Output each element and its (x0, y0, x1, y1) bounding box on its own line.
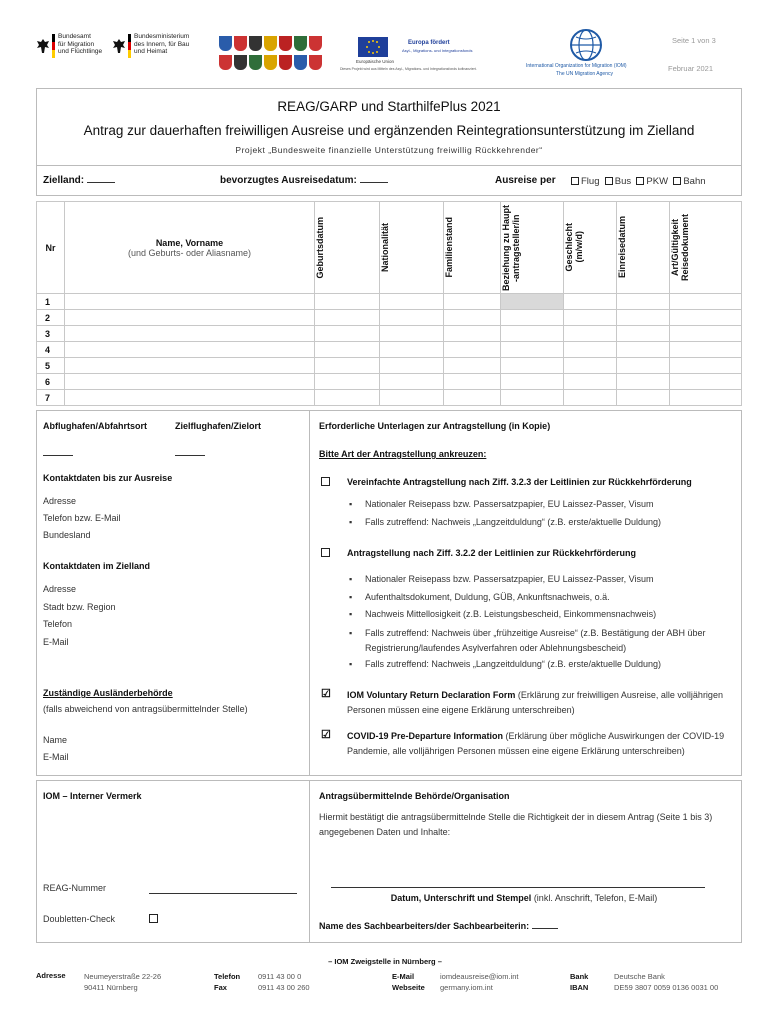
footer-telefon: 0911 43 00 0 (258, 972, 302, 981)
table-cell[interactable] (617, 342, 670, 358)
page-number: Seite 1 von 3 (672, 36, 716, 45)
eagle-icon (112, 38, 126, 54)
crest-icon (219, 36, 232, 51)
opt1-list (365, 495, 735, 531)
covid-title: COVID-19 Pre-Departure Information (347, 731, 504, 741)
table-cell[interactable] (670, 310, 742, 326)
form-title: REAG/GARP und StarthilfePlus 2021 (277, 99, 501, 114)
footer-phone-values (258, 971, 310, 993)
table-cell[interactable] (501, 326, 564, 342)
list-item: ▪ Aufenthaltsdokument, Duldung, GÜB, Ankunftsnachweis, o.ä. (365, 589, 731, 607)
col-nationalitaet: Nationalität (380, 202, 444, 294)
footer-office: – IOM Zweigstelle in Nürnberg – (328, 957, 442, 966)
zielland-field[interactable] (87, 182, 115, 183)
eu-caption: Europäische Union (356, 59, 395, 64)
footer-bank-label: Bank (570, 972, 589, 981)
crest-icon (264, 55, 277, 70)
eu-fund-sub: Asyl-, Migrations- und Integrationsfonds (402, 48, 473, 53)
crest-icon (249, 36, 262, 51)
crest-icon (309, 55, 322, 70)
signature-line[interactable] (331, 887, 705, 888)
crest-icon (234, 55, 247, 70)
table-row (37, 310, 742, 326)
col-beziehung: Beziehung zu Haupt -antragsteller/in (501, 202, 564, 294)
kontakt-ziel-heading: Kontaktdaten im Zielland (43, 561, 151, 571)
table-cell[interactable] (444, 294, 501, 310)
table-cell[interactable] (315, 374, 380, 390)
col-nr: Nr (37, 202, 65, 294)
col-einreisedatum: Einreisedatum (617, 202, 670, 294)
unterlagen-heading: Erforderliche Unterlagen zur Antragstellung (in Kopie) (319, 421, 551, 431)
table-cell[interactable] (501, 342, 564, 358)
iom-globe-icon (566, 28, 606, 62)
table-cell[interactable] (315, 358, 380, 374)
iom-sub: The UN Migration Agency (556, 71, 613, 77)
footer-iban-label: IBAN (570, 983, 589, 992)
table-cell[interactable] (65, 358, 315, 374)
field-name[interactable]: Name (43, 735, 68, 745)
zielflughafen-label: Zielflughafen/Zielort (175, 421, 262, 431)
transport-options (571, 176, 706, 187)
table-header-row (37, 202, 742, 294)
table-cell[interactable] (380, 342, 444, 358)
table-cell[interactable] (564, 342, 617, 358)
reag-nummer-field[interactable] (149, 893, 297, 894)
table-cell[interactable] (65, 390, 315, 406)
table-cell[interactable] (315, 342, 380, 358)
table-row (37, 374, 742, 390)
table-cell[interactable] (444, 390, 501, 406)
opt2-checkbox[interactable] (321, 548, 330, 557)
table-cell[interactable] (564, 310, 617, 326)
ausreisedatum-text: bevorzugtes Ausreisedatum: (220, 175, 357, 186)
table-cell[interactable] (617, 374, 670, 390)
table-cell[interactable] (670, 326, 742, 342)
ausreisedatum-field[interactable] (360, 182, 388, 183)
field-adresse[interactable]: Adresse (43, 496, 77, 506)
table-row (37, 358, 742, 374)
footer-adresse (84, 971, 161, 993)
date-label: Februar 2021 (668, 64, 714, 73)
divider (309, 411, 310, 775)
persons-table (36, 201, 742, 406)
opt1-title: Vereinfachte Antragstellung nach Ziff. 3.2.3 der Leitlinien zur Rückkehrförderung (347, 477, 692, 487)
kontakt-bis-fields (43, 493, 121, 544)
opt2-list (365, 571, 731, 673)
bottom-section (36, 780, 742, 943)
table-cell[interactable] (444, 310, 501, 326)
kontakt-ziel-fields (43, 581, 116, 651)
col-name-label: Name, Vorname (155, 237, 224, 248)
iom-form-checkbox[interactable]: ☑ (321, 688, 331, 700)
field-email[interactable]: E-Mail (43, 636, 69, 647)
table-cell[interactable] (315, 310, 380, 326)
art-ankreuzen: Bitte Art der Antragstellung ankreuzen: (319, 449, 487, 459)
footer-web-values (440, 971, 518, 993)
signature-rest: (inkl. Anschrift, Telefon, E-Mail) (531, 893, 658, 903)
iom-form-title: IOM Voluntary Return Declaration Form (347, 690, 516, 700)
covid-checkbox[interactable]: ☑ (321, 729, 331, 741)
divider (309, 781, 310, 942)
row-number: 4 (37, 342, 65, 358)
list-item: ▪ Falls zutreffend: Nachweis „Langzeitduldung“ (z.B. erste/aktuelle Duldung) (365, 656, 731, 674)
eagle-icon (36, 38, 50, 54)
footer-bank: Deutsche Bank (614, 972, 665, 981)
crest-icon (279, 55, 292, 70)
row-number: 7 (37, 390, 65, 406)
table-cell[interactable] (444, 374, 501, 390)
col-geschlecht: Geschlecht (m/w/d) (564, 202, 617, 294)
field-telefon-email[interactable]: Telefon bzw. E-Mail (43, 513, 121, 523)
crest-icon (219, 55, 232, 70)
footer-web-label: Webseite (392, 983, 425, 992)
form-subtitle: Antrag zur dauerhaften freiwilligen Ausreise und ergänzenden Reintegrationsunterstützung im Zielland (83, 123, 695, 138)
signature-bold: Datum, Unterschrift und Stempel (390, 893, 532, 903)
table-cell[interactable] (65, 342, 315, 358)
col-name (65, 202, 315, 294)
list-item: ▪ Falls zutreffend: Nachweis „Langzeitduldung“ (z.B. erste/aktuelle Duldung) (365, 513, 735, 531)
doubletten-checkbox[interactable] (149, 914, 158, 923)
abflughafen-label: Abflughafen/Abfahrtsort (43, 421, 147, 431)
doubletten-label: Doubletten-Check (43, 914, 116, 924)
ausreise-per-label: Ausreise per (495, 175, 556, 186)
crest-icon (234, 36, 247, 51)
table-cell[interactable] (315, 294, 380, 310)
field-stadt-region[interactable]: Stadt bzw. Region (43, 601, 116, 612)
fund-caption: Dieses Projekt wird aus Mitteln des Asyl-, Migrations- und Integrationsfonds kofinanziert. (340, 67, 477, 71)
table-row (37, 390, 742, 406)
list-item: ▪ Falls zutreffend: Nachweis über „frühzeitige Ausreise“ (z.B. Bestätigung der ABH über Registrierung/laufendes Asylverfahren oder Ablehnungsbescheid) (365, 624, 731, 656)
covid-text (347, 729, 731, 758)
table-cell[interactable] (444, 358, 501, 374)
footer-adresse-2: 90411 Nürnberg (84, 983, 138, 992)
table-cell[interactable] (617, 358, 670, 374)
behoerde-fields (43, 732, 69, 766)
reag-nummer-label: REAG-Nummer (43, 883, 107, 893)
iom-form-desc: (Erklärung zur freiwilligen Ausreise, alle volljährigen Personen müssen eine eigene Erklärung unterschreiben) (347, 690, 723, 715)
table-cell[interactable] (617, 294, 670, 310)
row-number: 6 (37, 374, 65, 390)
row-number: 2 (37, 310, 65, 326)
footer-bank-labels (570, 971, 588, 993)
option-pkw[interactable]: PKW (636, 176, 668, 187)
kontakt-bis-heading: Kontaktdaten bis zur Ausreise (43, 473, 173, 483)
footer-adresse-label: Adresse (36, 971, 66, 980)
table-cell[interactable] (380, 358, 444, 374)
table-cell[interactable] (501, 358, 564, 374)
footer-web-link[interactable]: germany.iom.int (440, 983, 493, 992)
footer-email-label: E-Mail (392, 972, 415, 981)
zielflughafen-field[interactable] (175, 455, 205, 456)
table-cell[interactable] (380, 294, 444, 310)
crest-icon (294, 55, 307, 70)
list-item: ▪ Nationaler Reisepass bzw. Passersatzpapier, EU Laissez-Passer, Visum (365, 571, 731, 589)
table-cell[interactable] (65, 326, 315, 342)
option-flug[interactable]: Flug (571, 176, 599, 187)
footer-bank-values (614, 971, 718, 993)
field-email[interactable]: E-Mail (43, 752, 69, 762)
table-row (37, 326, 742, 342)
behoerde-sub: (falls abweichend von antragsübermittelnder Stelle) (43, 704, 248, 714)
sachbearbeiter-text: Name des Sachbearbeiters/der Sachbearbeiterin: (319, 921, 530, 931)
state-crests (218, 36, 330, 72)
middle-section (36, 410, 742, 776)
ausreisedatum-label (220, 175, 388, 186)
field-adresse[interactable]: Adresse (43, 584, 77, 594)
table-cell[interactable] (564, 326, 617, 342)
table-cell[interactable] (380, 310, 444, 326)
table-row (37, 342, 742, 358)
table-cell[interactable] (65, 374, 315, 390)
table-cell[interactable] (315, 326, 380, 342)
crest-icon (309, 36, 322, 51)
footer-iban: DE59 3807 0059 0136 0031 00 (614, 983, 719, 992)
crest-icon (279, 36, 292, 51)
iom-form-text (347, 688, 731, 717)
table-cell[interactable] (617, 310, 670, 326)
table-cell[interactable] (315, 390, 380, 406)
field-telefon[interactable]: Telefon (43, 619, 73, 629)
table-cell[interactable] (617, 390, 670, 406)
footer-fax-label: Fax (214, 983, 227, 992)
row-number: 3 (37, 326, 65, 342)
table-cell[interactable] (501, 374, 564, 390)
table-cell[interactable] (670, 390, 742, 406)
col-reisedokument: Art/Gültigkeit Reisedokument (670, 202, 742, 294)
row-number: 1 (37, 294, 65, 310)
crest-icon (264, 36, 277, 51)
col-name-sub: (und Geburts- oder Aliasname) (127, 247, 252, 258)
table-row (37, 294, 742, 310)
option-bus[interactable]: Bus (605, 176, 631, 187)
sachbearbeiter-field[interactable] (532, 928, 558, 929)
field-bundesland[interactable]: Bundesland (43, 530, 91, 540)
checkbox-icon[interactable] (636, 177, 644, 185)
checkbox-icon[interactable] (571, 177, 579, 185)
project-line: Projekt „Bundesweite finanzielle Unterstützung freiwillig Rückkehrender“ (235, 145, 543, 155)
checkbox-icon[interactable] (673, 177, 681, 185)
footer-fax: 0911 43 00 260 (258, 983, 310, 992)
table-cell[interactable] (564, 390, 617, 406)
covid-desc: (Erklärung über mögliche Auswirkungen der COVID-19 Pandemie, alle volljährigen Personen müssen eine eigene Erklärung unterschreiben) (347, 731, 725, 756)
table-cell[interactable] (670, 358, 742, 374)
table-cell[interactable] (501, 390, 564, 406)
checkbox-icon[interactable] (605, 177, 613, 185)
table-cell[interactable] (501, 310, 564, 326)
col-geburtsdatum: Geburtsdatum (315, 202, 380, 294)
behoerde-title: Antragsübermittelnde Behörde/Organisation (319, 791, 510, 801)
behoerde-text: Hiermit bestätigt die antragsübermittelnde Stelle die Richtigkeit der in diesem Antrag (Seite 1 bis 3) angegebenen Daten und Inhalte: (319, 812, 713, 837)
title-box (36, 88, 742, 196)
opt2-title: Antragstellung nach Ziff. 3.2.2 der Leitlinien zur Rückkehrförderung (347, 548, 637, 558)
row-number: 5 (37, 358, 65, 374)
table-cell[interactable] (65, 294, 315, 310)
eu-funded: Europa fördert (408, 40, 450, 46)
table-cell[interactable] (501, 294, 564, 310)
list-item: ▪ Nationaler Reisepass bzw. Passersatzpapier, EU Laissez-Passer, Visum (365, 495, 735, 513)
iom-name: International Organization for Migration (IOM) (526, 63, 627, 69)
table-cell[interactable] (670, 294, 742, 310)
table-cell[interactable] (444, 342, 501, 358)
signature-label (319, 893, 729, 903)
bmi-name: Bundesministerium des Innern, für Bau und Heimat (134, 33, 190, 55)
col-familienstand: Familienstand (444, 202, 501, 294)
sachbearbeiter-label (319, 921, 558, 931)
table-cell[interactable] (564, 358, 617, 374)
abflughafen-field[interactable] (43, 455, 73, 456)
table-cell[interactable] (670, 374, 742, 390)
table-cell[interactable] (564, 374, 617, 390)
list-item: ▪ Nachweis Mittellosigkeit (z.B. Leistungsbescheid, Einkommensnachweis) (365, 606, 731, 624)
behoerde-heading: Zuständige Ausländerbehörde (43, 688, 173, 698)
iom-intern-heading: IOM – Interner Vermerk (43, 791, 142, 801)
footer-email-link[interactable]: iomdeausreise@iom.int (440, 972, 519, 981)
footer-phone-labels (214, 971, 240, 993)
flag-bar-icon (52, 34, 55, 58)
footer-web-labels (392, 971, 425, 993)
crest-icon (249, 55, 262, 70)
option-bahn[interactable]: Bahn (673, 176, 705, 187)
table-cell[interactable] (380, 390, 444, 406)
table-cell[interactable] (65, 310, 315, 326)
divider (37, 165, 741, 166)
table-cell[interactable] (670, 342, 742, 358)
footer-telefon-label: Telefon (214, 972, 241, 981)
table-cell[interactable] (380, 374, 444, 390)
table-cell[interactable] (444, 326, 501, 342)
footer-adresse-1: Neumeyerstraße 22-26 (84, 972, 162, 981)
table-cell[interactable] (564, 294, 617, 310)
flag-bar-icon (128, 34, 131, 58)
crest-icon (294, 36, 307, 51)
table-cell[interactable] (617, 326, 670, 342)
eu-flag-icon (358, 37, 388, 57)
bamf-name: Bundesamt für Migration und Flüchtlinge (58, 33, 103, 55)
table-cell[interactable] (380, 326, 444, 342)
zielland-label (43, 175, 115, 186)
zielland-text: Zielland: (43, 175, 85, 186)
opt1-checkbox[interactable] (321, 477, 330, 486)
